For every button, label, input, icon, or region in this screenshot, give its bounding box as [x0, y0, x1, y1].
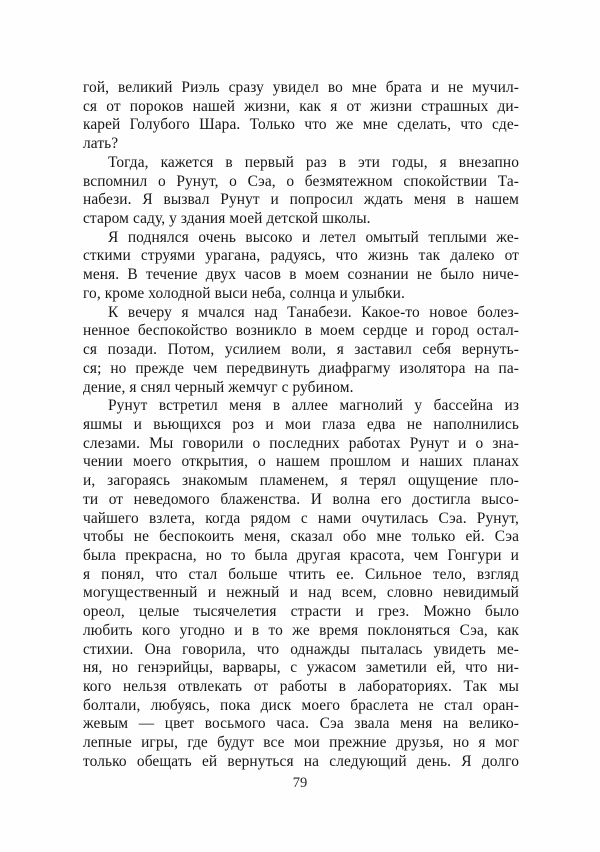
text-line: яшмы и вьющихся роз и мои глаза едва не наполнились: [83, 415, 519, 433]
text-line: ореол, целые тысячелетия страсти и грез. Можно было: [83, 603, 519, 621]
text-line: ся; но прежде чем передвинуть диафрагму изолятора на па-: [83, 359, 519, 377]
text-line: слезами. Мы говорили о последних работах Рунут и о зна-: [83, 434, 519, 452]
text-line: ти от неведомого блаженства. И волна его достигла высо-: [83, 490, 519, 508]
text-line: Рунут встретил меня в аллее магнолий у бассейна из: [108, 397, 519, 415]
text-line: дение, я снял черный жемчуг с рубином.: [83, 378, 354, 396]
text-line: гой, великий Риэль сразу увидел во мне брата и не мучил-: [83, 79, 519, 96]
text-line: болтали, любуясь, пока диск моего браслета не стал оран-: [83, 696, 519, 714]
text-line: ся позади. Потом, усилием воли, я заставил себя вернуть-: [83, 341, 519, 359]
text-line: чтобы не беспокоить меня, сказал обо мне только ей. Сэа: [83, 528, 519, 546]
text-line: любить кого угодно и в то же время поклоняться Сэа, как: [83, 621, 519, 639]
text-line: карей Голубого Шара. Только что же мне сделать, что сде-: [83, 116, 519, 134]
text-line: кого нельзя отвлекать от работы в лабораториях. Так мы: [83, 678, 519, 695]
text-line: ненное беспокойство возникло в моем сердце и город остал-: [83, 322, 519, 340]
text-line: ня, но генэрийцы, варвары, с ужасом заметили ей, что ни-: [83, 659, 519, 677]
text-line: меня. В течение двух часов в моем сознании не было ниче-: [83, 266, 519, 284]
page-text: [83, 79, 519, 772]
text-line: была прекрасна, но то была другая красота, чем Гонгури и: [83, 546, 519, 564]
text-line: жевым — цвет восьмого часа. Сэа звала меня на велико-: [83, 715, 519, 733]
text-line: только обещать ей вернуться на следующий день. Я долго: [83, 752, 519, 770]
text-line: чении моего открытия, о нашем прошлом и наших планах: [83, 453, 519, 471]
text-line: лепные игры, где будут все мои прежние друзья, но я мог: [83, 734, 519, 752]
text-line: вспомнил о Рунут, о Сэа, о безмятежном спокойствии Та-: [83, 172, 519, 190]
text-line: я понял, что стал больше чтить ее. Сильное тело, взгляд: [83, 565, 519, 583]
text-line: Тогда, кажется в первый раз в эти годы, я внезапно: [108, 153, 519, 171]
text-line: К вечеру я мчался над Танабези. Какое-то новое болез-: [108, 303, 519, 321]
text-line: ся от пороков нашей жизни, как я от жизни страшных ди-: [83, 97, 519, 115]
text-line: старом саду, у здания моей детской школы.: [83, 210, 371, 228]
text-line: и, загораясь знакомым пламенем, я терял ощущение пло-: [83, 472, 519, 490]
page-number: 79: [292, 775, 308, 791]
text-line: набези. Я вызвал Рунут и попросил ждать меня в нашем: [83, 191, 519, 209]
text-line: стихии. Она говорила, что однажды пыталась увидеть ме-: [83, 640, 519, 658]
text-line: Я поднялся очень высоко и летел омытый теплыми же-: [108, 228, 519, 246]
text-line: лать?: [83, 135, 119, 153]
text-line: сткими струями урагана, радуясь, что жизнь так далеко от: [83, 247, 519, 265]
text-line: чайшего взлета, когда рядом с нами очутилась Сэа. Рунут,: [83, 509, 519, 527]
text-line: го, кроме холодной выси неба, солнца и улыбки.: [83, 284, 405, 302]
text-line: могущественный и нежный и над всем, словно невидимый: [83, 584, 519, 602]
